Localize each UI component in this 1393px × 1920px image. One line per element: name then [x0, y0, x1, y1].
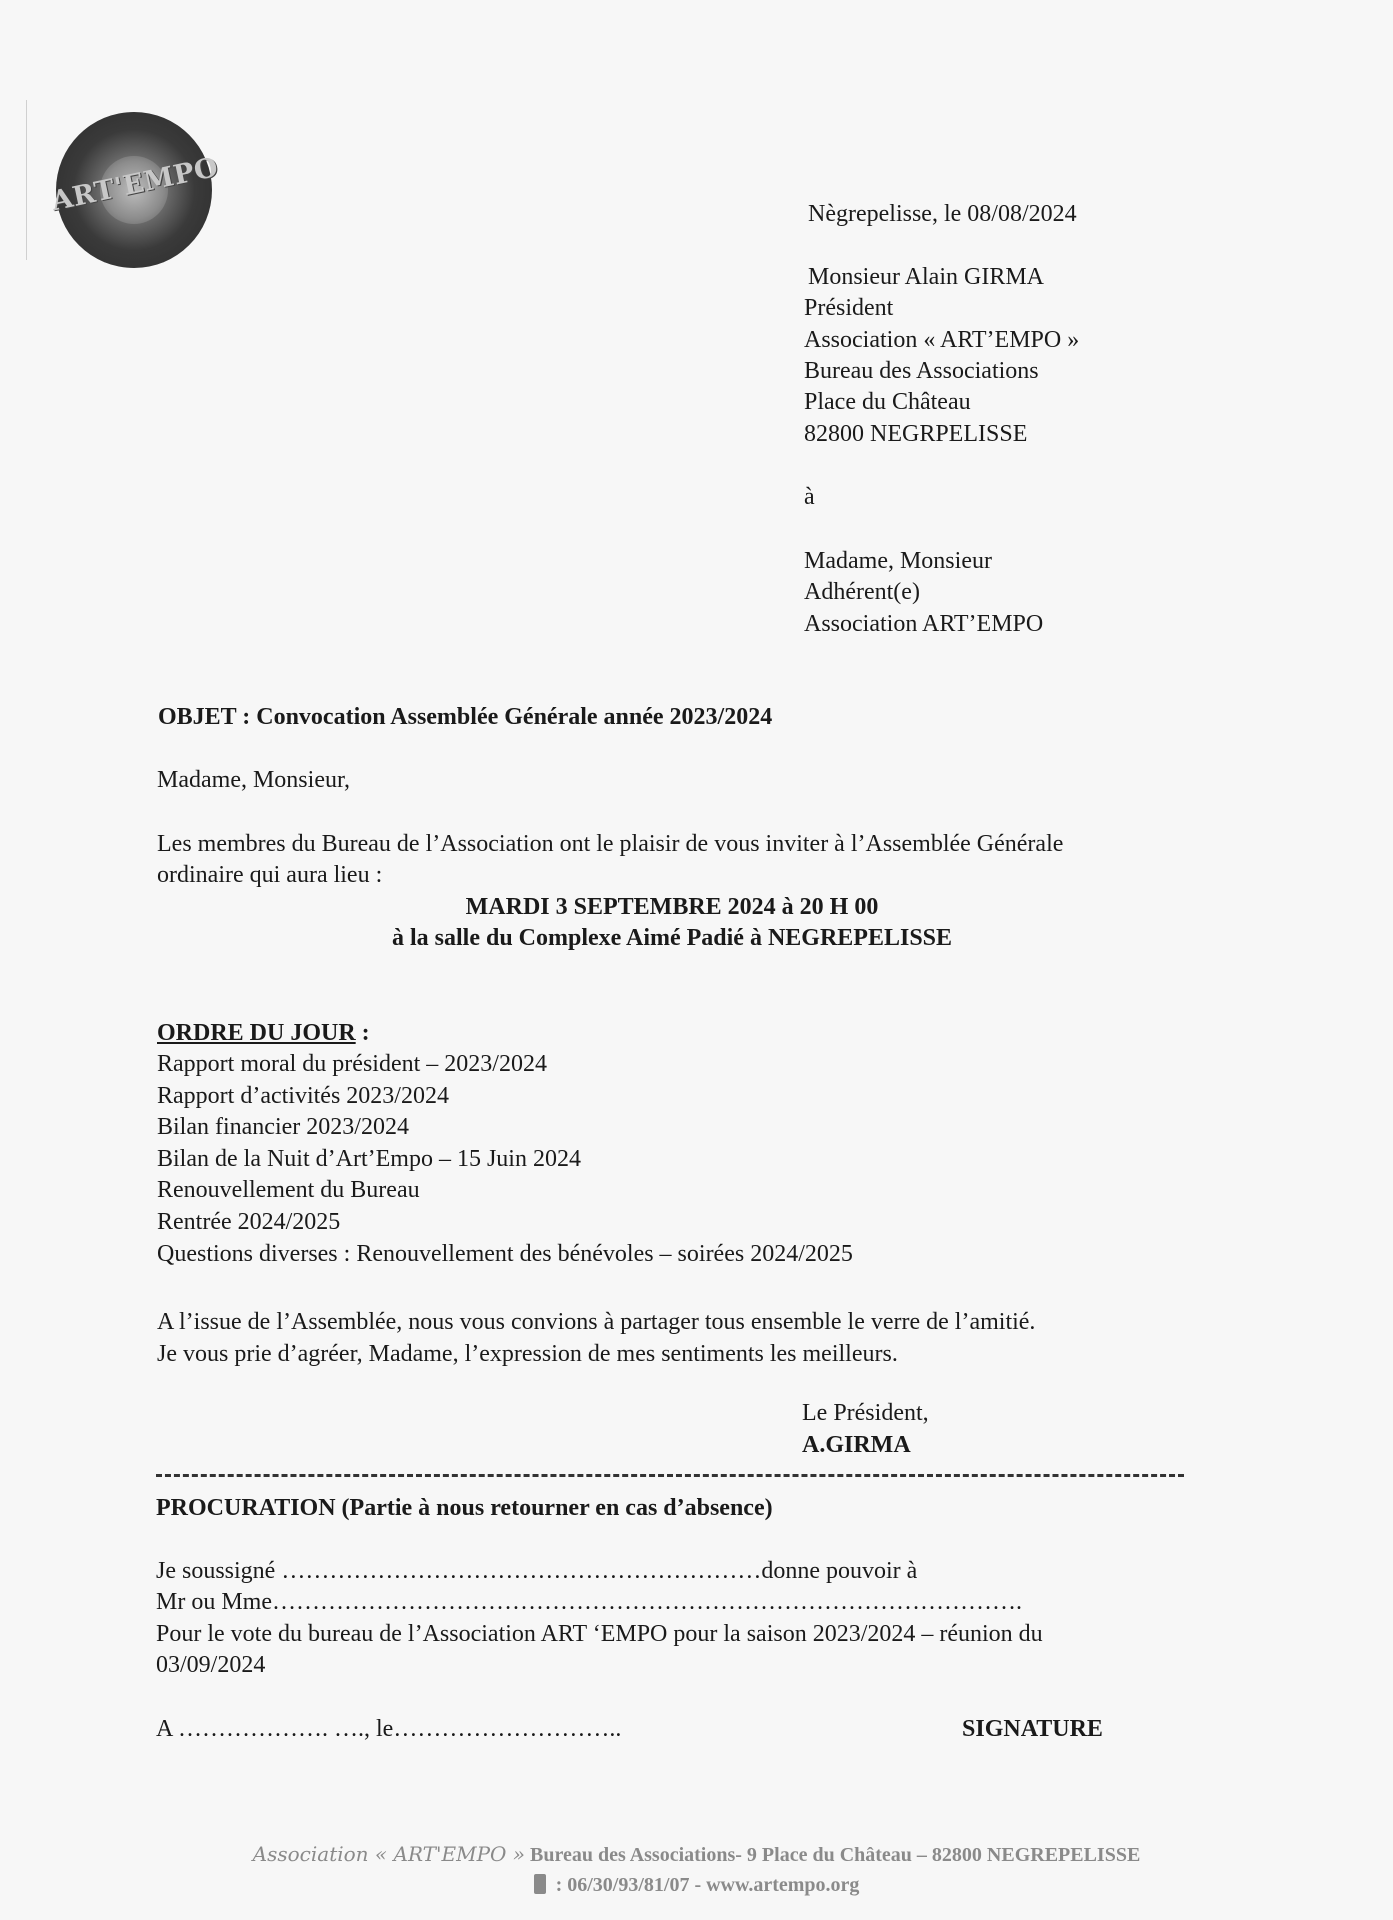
event-date: MARDI 3 SEPTEMBRE 2024 à 20 H 00: [465, 894, 879, 920]
sender-bureau: Bureau des Associations: [804, 358, 1039, 384]
footer-contact: : 06/30/93/81/07 - www.artempo.org: [555, 1874, 860, 1896]
proxy-line-4: 03/09/2024: [156, 1652, 266, 1678]
proxy-line-3: Pour le vote du bureau de l’Association ART ‘EMPO pour la saison 2023/2024 – réunion du: [156, 1621, 1043, 1647]
closing-line-1: A l’issue de l’Assemblée, nous vous convions à partager tous ensemble le verre de l’amitié.: [157, 1309, 1036, 1335]
greeting: Madame, Monsieur,: [157, 767, 350, 793]
cut-separator: [156, 1474, 1184, 1477]
proxy-title: PROCURATION (Partie à nous retourner en cas d’absence): [156, 1495, 773, 1521]
signature-label: SIGNATURE: [962, 1716, 1103, 1742]
logo-text: ART'EMPO: [48, 151, 222, 218]
recipient-line-1: Madame, Monsieur: [804, 548, 992, 574]
footer-address: Bureau des Associations- 9 Place du Château – 82800 NEGREPELISSE: [525, 1844, 1141, 1866]
sender-name: Monsieur Alain GIRMA: [808, 264, 1044, 290]
footer-contact-line: [0, 1874, 1393, 1897]
intro-line-2: ordinaire qui aura lieu :: [157, 862, 383, 888]
signoff-name: A.GIRMA: [802, 1432, 911, 1458]
sender-city: 82800 NEGRPELISSE: [804, 421, 1028, 447]
signoff-role: Le Président,: [802, 1400, 929, 1426]
agenda-title-colon: :: [355, 1020, 370, 1046]
recipient-line-3: Association ART’EMPO: [804, 611, 1044, 637]
agenda-heading: [157, 1018, 370, 1048]
sender-street: Place du Château: [804, 389, 971, 415]
proxy-line-2: Mr ou Mme………………………………………………………………………………….: [156, 1589, 1022, 1615]
letter-object: OBJET : Convocation Assemblée Générale année 2023/2024: [158, 704, 773, 730]
agenda-item: Rapport moral du président – 2023/2024: [157, 1051, 547, 1077]
event-place: à la salle du Complexe Aimé Padié à NEGREPELISSE: [391, 925, 953, 951]
agenda-item: Bilan financier 2023/2024: [157, 1114, 409, 1140]
scan-artifact-line: [26, 100, 27, 260]
footer-association: Association « ART'EMPO »: [252, 1842, 526, 1866]
agenda-item: Questions diverses : Renouvellement des bénévoles – soirées 2024/2025: [157, 1241, 853, 1267]
proxy-place-date: A ………………. …., le………………………..: [156, 1716, 622, 1742]
intro-line-1: Les membres du Bureau de l’Association ont le plaisir de vous inviter à l’Assemblée Générale: [157, 831, 1064, 857]
sender-title: Président: [804, 295, 894, 321]
agenda-item: Bilan de la Nuit d’Art’Empo – 15 Juin 2024: [157, 1146, 581, 1172]
to-word: à: [804, 484, 815, 510]
phone-icon: [534, 1874, 546, 1894]
recipient-line-2: Adhérent(e): [804, 579, 920, 605]
footer-address-line: [0, 1842, 1393, 1867]
proxy-line-1: Je soussigné ……………………………………………………donne pouvoir à: [156, 1558, 918, 1584]
agenda-item: Rapport d’activités 2023/2024: [157, 1083, 449, 1109]
agenda-title: ORDRE DU JOUR: [157, 1020, 356, 1046]
agenda-item: Rentrée 2024/2025: [157, 1209, 341, 1235]
date-place: Nègrepelisse, le 08/08/2024: [808, 201, 1077, 227]
artempo-logo: [48, 112, 222, 268]
sender-association: Association « ART’EMPO »: [804, 327, 1080, 353]
agenda-item: Renouvellement du Bureau: [157, 1177, 420, 1203]
closing-line-2: Je vous prie d’agréer, Madame, l’expression de mes sentiments les meilleurs.: [157, 1341, 898, 1367]
